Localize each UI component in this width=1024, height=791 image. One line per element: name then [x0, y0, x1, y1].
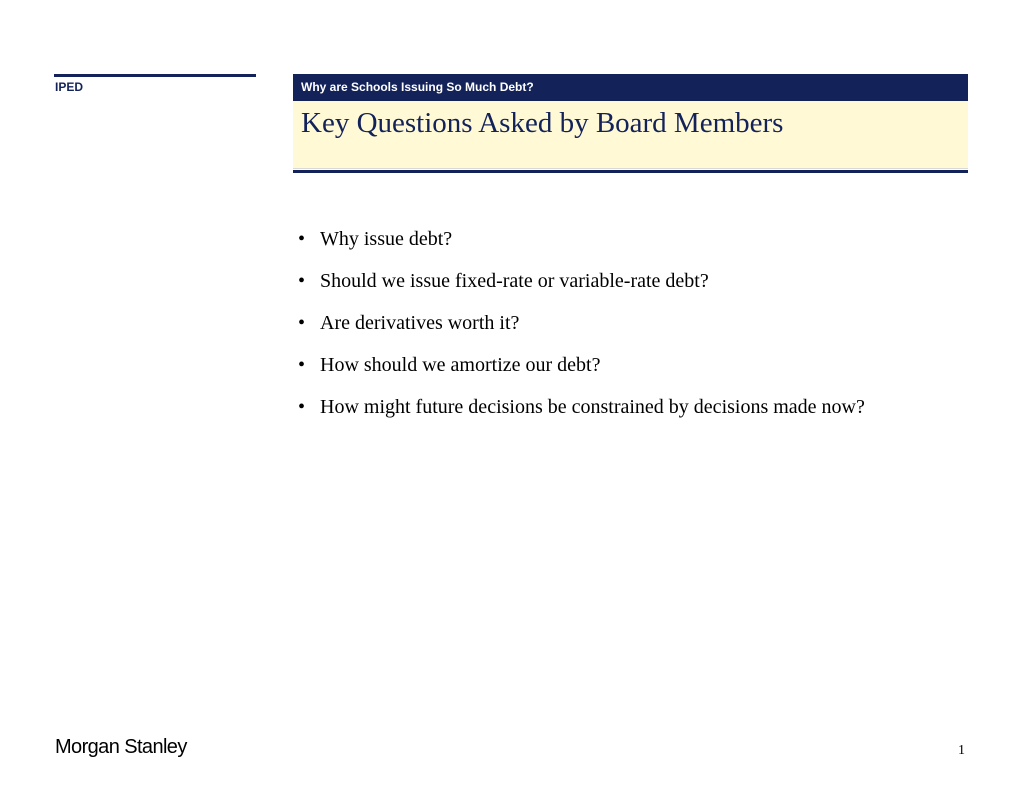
bullet-text: Why issue debt?	[320, 228, 453, 250]
header-bar	[293, 74, 968, 101]
bullet-icon: •	[298, 396, 306, 418]
bullet-text: Are derivatives worth it?	[320, 312, 520, 334]
bullet-icon: •	[298, 312, 306, 334]
bullet-icon: •	[298, 270, 306, 292]
logo-word-morgan: Morgan	[55, 736, 120, 758]
bullet-text: How might future decisions be constrained by decisions made now?	[320, 396, 865, 418]
bullet-icon: •	[298, 354, 306, 376]
list-item	[298, 268, 865, 310]
list-item	[298, 394, 865, 436]
list-item	[298, 310, 865, 352]
list-item	[298, 226, 865, 268]
bullet-icon: •	[298, 228, 306, 250]
header-underline	[293, 170, 968, 173]
bullet-text: Should we issue fixed-rate or variable-rate debt?	[320, 270, 709, 292]
page-title: Key Questions Asked by Board Members	[301, 107, 784, 139]
bullet-text: How should we amortize our debt?	[320, 354, 601, 376]
bullet-list	[298, 226, 865, 436]
slide-header	[293, 74, 968, 169]
list-item	[298, 352, 865, 394]
page-number: 1	[958, 743, 965, 758]
morgan-stanley-logo	[55, 736, 187, 759]
header-subtitle: Why are Schools Issuing So Much Debt?	[301, 80, 534, 94]
section-tag: IPED	[55, 80, 84, 94]
logo-word-stanley: Stanley	[124, 736, 187, 758]
left-accent-rule	[54, 74, 256, 77]
